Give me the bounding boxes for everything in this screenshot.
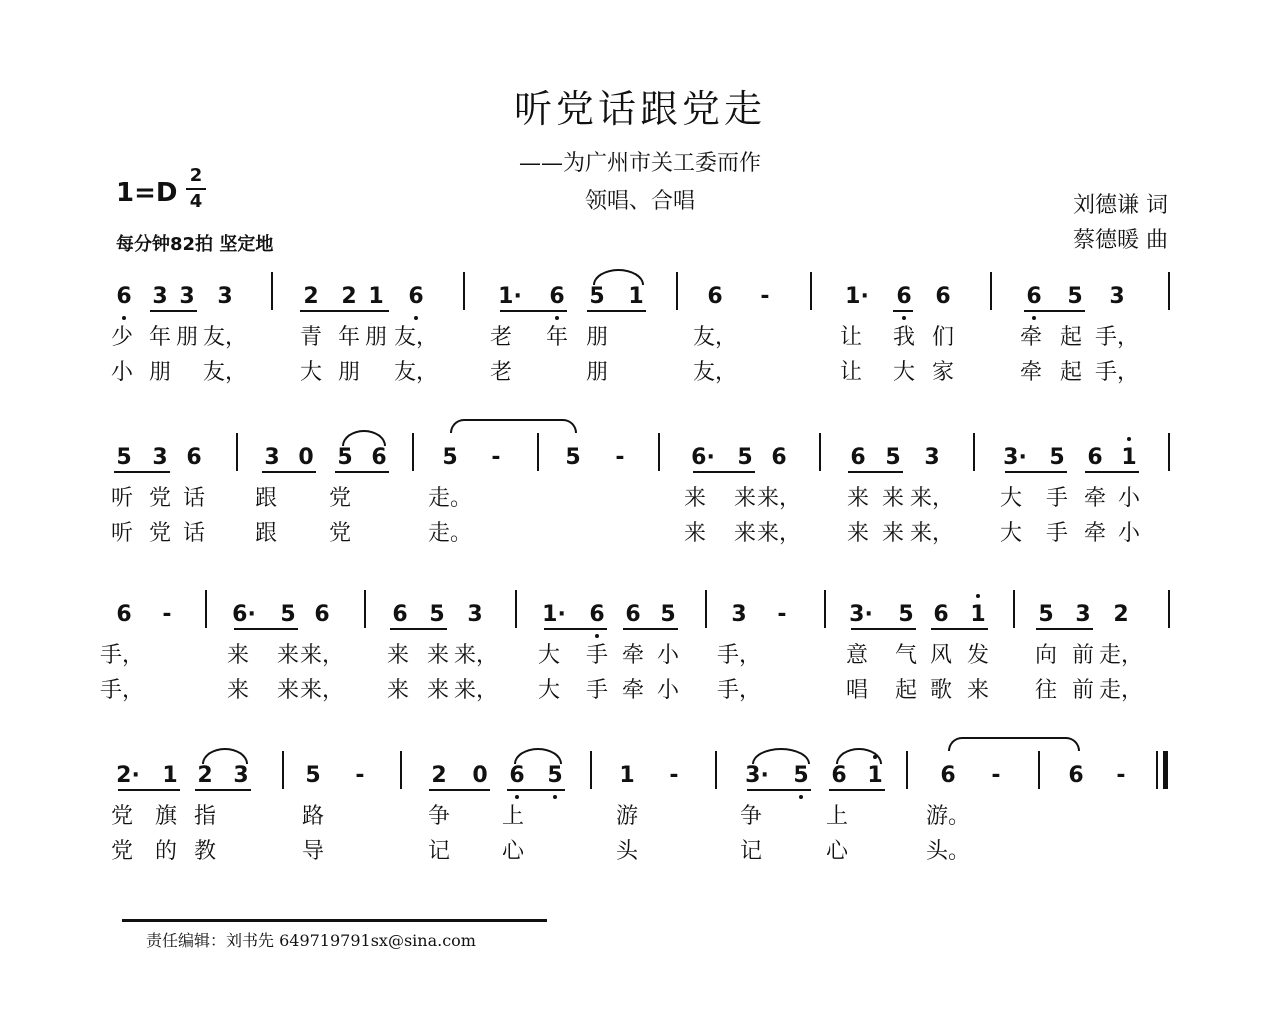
high-octave-dot [1127, 437, 1131, 441]
note: 6 [1087, 445, 1103, 470]
lyric-verse2: 友， [692, 360, 738, 385]
lyric-verse1: 年 [148, 325, 172, 350]
time-signature [186, 166, 206, 212]
beam-underline [335, 471, 389, 473]
note: 3 [233, 763, 249, 788]
lyric-verse2: 导 [301, 839, 325, 864]
note: 6 [850, 445, 866, 470]
barline [973, 433, 975, 471]
beam-underline [262, 471, 316, 473]
note: 2 [431, 763, 447, 788]
lyric-verse1: 朋 [585, 325, 609, 350]
barline [658, 433, 660, 471]
beam-underline [851, 628, 916, 630]
composer-credit: 蔡德暖 曲 [1073, 228, 1168, 253]
lyric-verse2: 友， [202, 360, 248, 385]
lyric-verse1: 来 [733, 486, 757, 511]
lyric-verse2: 小 [656, 678, 680, 703]
note: 6 [935, 284, 951, 309]
lyric-verse2: 走， [1098, 678, 1144, 703]
lyric-verse2: 朋 [148, 360, 172, 385]
note: 5 [565, 445, 581, 470]
lyricist-credit: 刘德谦 词 [1073, 193, 1168, 218]
low-octave-dot [515, 795, 519, 799]
beam-underline [693, 471, 755, 473]
note: 5 [305, 763, 321, 788]
note: 5 [442, 445, 458, 470]
lyric-verse1: 风 [929, 643, 953, 668]
slur-arc [514, 748, 562, 764]
lyric-verse2: 来 [683, 521, 707, 546]
lyric-verse1: 前 [1071, 643, 1095, 668]
lyric-verse1: 来 [881, 486, 905, 511]
lyric-verse2: 心 [501, 839, 525, 864]
beam-underline [1036, 628, 1093, 630]
tie-arc [450, 419, 577, 433]
lyric-verse1: 发 [966, 643, 990, 668]
note: 3 [152, 284, 168, 309]
beam-underline [234, 628, 298, 630]
beam-underline [118, 789, 180, 791]
performance-form: 领唱、合唱 [584, 189, 695, 214]
note: 6 [1068, 763, 1084, 788]
lyric-verse1: 青 [299, 325, 323, 350]
note: 6· [691, 445, 715, 470]
note: 3· [849, 602, 873, 627]
note: 0 [298, 445, 314, 470]
lyric-verse1: 让 [839, 325, 863, 350]
barline [412, 433, 414, 471]
lyric-verse2: 老 [489, 360, 513, 385]
note: 5 [429, 602, 445, 627]
time-signature-bottom: 4 [189, 191, 203, 212]
note: 3 [1075, 602, 1091, 627]
lyric-verse2: 牵 [1083, 521, 1107, 546]
note: - [615, 445, 625, 470]
lyric-verse1: 跟 [254, 486, 278, 511]
barline [676, 272, 678, 310]
beam-underline [829, 789, 885, 791]
note: 6 [408, 284, 424, 309]
lyric-verse1: 来 [683, 486, 707, 511]
note: 3 [264, 445, 280, 470]
note: 3 [179, 284, 195, 309]
lyric-verse1: 手， [1094, 325, 1140, 350]
lyric-verse2: 头 [615, 839, 639, 864]
lyric-verse1: 指 [193, 804, 217, 829]
lyric-verse1: 游。 [925, 804, 971, 829]
lyric-verse1: 大 [537, 643, 561, 668]
lyric-verse2: 党 [328, 521, 352, 546]
lyric-verse2: 大 [892, 360, 916, 385]
note: 3 [152, 445, 168, 470]
lyric-verse2: 大 [999, 521, 1023, 546]
lyric-verse2: 党 [110, 839, 134, 864]
note: 3· [1003, 445, 1027, 470]
note: 5 [337, 445, 353, 470]
note: 6 [831, 763, 847, 788]
lyric-verse2: 的 [154, 839, 178, 864]
note: 5 [1038, 602, 1054, 627]
note: 6 [933, 602, 949, 627]
editor-credit: 责任编辑：刘书先 649719791sx@sina.com [146, 931, 476, 950]
lyric-verse2: 前 [1071, 678, 1095, 703]
lyric-verse1: 起 [1059, 325, 1083, 350]
lyric-verse1: 听 [110, 486, 134, 511]
lyric-verse2: 小 [110, 360, 134, 385]
note: 0 [472, 763, 488, 788]
note: 6 [314, 602, 330, 627]
note: 5 [116, 445, 132, 470]
note: 6 [771, 445, 787, 470]
barline [1013, 590, 1015, 628]
lyric-verse1: 大 [999, 486, 1023, 511]
lyric-verse1: 手 [1045, 486, 1069, 511]
tie-arc [948, 737, 1080, 751]
lyric-verse2: 心 [825, 839, 849, 864]
note: 6 [509, 763, 525, 788]
note: 5 [1067, 284, 1083, 309]
note: 1 [162, 763, 178, 788]
lyric-verse1: 来， [909, 486, 955, 511]
note: - [1116, 763, 1126, 788]
high-octave-dot [976, 594, 980, 598]
time-signature-top: 2 [189, 165, 203, 186]
time-signature-divider [186, 188, 206, 190]
lyric-verse2: 起 [1059, 360, 1083, 385]
lyric-verse1: 年 [545, 325, 569, 350]
low-octave-dot [553, 795, 557, 799]
lyric-verse2: 往 [1034, 678, 1058, 703]
beam-underline [390, 628, 447, 630]
lyric-verse1: 小 [1117, 486, 1141, 511]
beam-underline [587, 310, 646, 312]
lyric-verse2: 大 [299, 360, 323, 385]
final-barline-thick [1163, 751, 1168, 789]
note: - [162, 602, 172, 627]
lyric-verse1: 上 [825, 804, 849, 829]
note: 1 [628, 284, 644, 309]
low-octave-dot [555, 316, 559, 320]
note: 5 [280, 602, 296, 627]
barline [271, 272, 273, 310]
note: 5 [547, 763, 563, 788]
lyric-verse2: 话 [182, 521, 206, 546]
note: 3· [745, 763, 769, 788]
note: 6 [625, 602, 641, 627]
lyric-verse1: 游 [615, 804, 639, 829]
note: 1 [1121, 445, 1137, 470]
note: 3 [217, 284, 233, 309]
lyric-verse1: 向 [1034, 643, 1058, 668]
low-octave-dot [595, 634, 599, 638]
note: 6 [707, 284, 723, 309]
lyric-verse1: 年 [337, 325, 361, 350]
barline [819, 433, 821, 471]
lyric-verse1: 走， [1098, 643, 1144, 668]
note: 5 [898, 602, 914, 627]
note: 1· [845, 284, 869, 309]
barline [282, 751, 284, 789]
lyric-verse2: 跟 [254, 521, 278, 546]
lyric-verse1: 来， [453, 643, 499, 668]
lyric-verse2: 来， [299, 678, 345, 703]
slur-arc [593, 269, 644, 285]
lyric-verse2: 来 [386, 678, 410, 703]
lyric-verse1: 来 [426, 643, 450, 668]
lyric-verse2: 起 [894, 678, 918, 703]
lyric-verse1: 手， [99, 643, 145, 668]
lyric-verse1: 来 [276, 643, 300, 668]
note: 2 [197, 763, 213, 788]
lyric-verse2: 来， [909, 521, 955, 546]
dedication-subtitle: ——为广州市关工委而作 [518, 151, 761, 176]
beam-underline [500, 310, 567, 312]
barline [515, 590, 517, 628]
barline [400, 751, 402, 789]
lyric-verse1: 牵 [1083, 486, 1107, 511]
note: 1 [867, 763, 883, 788]
note: 5 [793, 763, 809, 788]
barline [1038, 751, 1040, 789]
lyric-verse1: 小 [656, 643, 680, 668]
lyric-verse2: 头。 [925, 839, 971, 864]
lyric-verse2: 走。 [427, 521, 473, 546]
lyric-verse1: 来， [299, 643, 345, 668]
lyric-verse2: 来 [846, 521, 870, 546]
song-title: 听党话跟党走 [513, 87, 766, 131]
lyric-verse2: 手， [1094, 360, 1140, 385]
lyric-verse2: 手 [585, 678, 609, 703]
note: 1· [498, 284, 522, 309]
beam-underline [1085, 471, 1139, 473]
beam-underline [114, 471, 170, 473]
slur-arc [752, 748, 810, 764]
lyric-verse2: 牵 [621, 678, 645, 703]
note: 6 [589, 602, 605, 627]
note: 6 [186, 445, 202, 470]
lyric-verse2: 歌 [929, 678, 953, 703]
lyric-verse2: 朋 [585, 360, 609, 385]
low-octave-dot [414, 316, 418, 320]
lyric-verse2: 大 [537, 678, 561, 703]
note: 2· [116, 763, 140, 788]
beam-underline [848, 471, 903, 473]
lyric-verse1: 来， [756, 486, 802, 511]
note: - [777, 602, 787, 627]
lyric-verse1: 牵 [621, 643, 645, 668]
note: 3 [467, 602, 483, 627]
beam-underline [893, 310, 913, 312]
note: - [760, 284, 770, 309]
lyric-verse2: 手， [99, 678, 145, 703]
note: 2 [341, 284, 357, 309]
lyric-verse2: 让 [839, 360, 863, 385]
barline [715, 751, 717, 789]
beam-underline [931, 628, 988, 630]
lyric-verse2: 教 [193, 839, 217, 864]
note: 2 [303, 284, 319, 309]
note: 6 [1026, 284, 1042, 309]
lyric-verse1: 来 [846, 486, 870, 511]
note: 6 [392, 602, 408, 627]
barline [810, 272, 812, 310]
lyric-verse1: 友， [692, 325, 738, 350]
beam-underline [623, 628, 678, 630]
final-barline-thin [1156, 751, 1158, 789]
lyric-verse2: 来， [453, 678, 499, 703]
beam-underline [195, 789, 251, 791]
lyric-verse2: 来 [426, 678, 450, 703]
beam-underline [507, 789, 565, 791]
note: 6 [116, 284, 132, 309]
lyric-verse2: 来 [881, 521, 905, 546]
lyric-verse1: 党 [148, 486, 172, 511]
barline [1168, 590, 1170, 628]
lyric-verse1: 旗 [154, 804, 178, 829]
lyric-verse2: 家 [931, 360, 955, 385]
barline [1168, 433, 1170, 471]
barline [705, 590, 707, 628]
lyric-verse2: 记 [739, 839, 763, 864]
barline [537, 433, 539, 471]
lyric-verse1: 朋 [175, 325, 199, 350]
lyric-verse1: 话 [182, 486, 206, 511]
barline [205, 590, 207, 628]
lyric-verse1: 争 [739, 804, 763, 829]
barline [463, 272, 465, 310]
lyric-verse2: 朋 [337, 360, 361, 385]
beam-underline [429, 789, 490, 791]
note: 6 [549, 284, 565, 309]
note: 5 [660, 602, 676, 627]
note: 1· [542, 602, 566, 627]
lyric-verse2: 小 [1117, 521, 1141, 546]
lyric-verse2: 手， [716, 678, 762, 703]
low-octave-dot [122, 316, 126, 320]
beam-underline [747, 789, 811, 791]
note: 3 [731, 602, 747, 627]
note: 5 [885, 445, 901, 470]
lyric-verse1: 牵 [1019, 325, 1043, 350]
lyric-verse1: 争 [427, 804, 451, 829]
lyric-verse1: 手 [585, 643, 609, 668]
beam-underline [544, 628, 607, 630]
barline [1168, 272, 1170, 310]
beam-underline [150, 310, 197, 312]
lyric-verse2: 手 [1045, 521, 1069, 546]
lyric-verse2: 来 [226, 678, 250, 703]
barline [824, 590, 826, 628]
slur-arc [836, 748, 882, 764]
note: - [491, 445, 501, 470]
note: 6 [940, 763, 956, 788]
lyric-verse2: 来， [756, 521, 802, 546]
note: 5 [1049, 445, 1065, 470]
note: 1 [970, 602, 986, 627]
note: 2 [1113, 602, 1129, 627]
lyric-verse2: 来 [966, 678, 990, 703]
lyric-verse1: 少 [110, 325, 134, 350]
note: 6· [232, 602, 256, 627]
note: 5 [737, 445, 753, 470]
beam-underline [1024, 310, 1085, 312]
lyric-verse2: 牵 [1019, 360, 1043, 385]
lyric-verse1: 来 [226, 643, 250, 668]
lyric-verse1: 我 [892, 325, 916, 350]
lyric-verse2: 唱 [845, 678, 869, 703]
lyric-verse1: 走。 [427, 486, 473, 511]
lyric-verse1: 意 [845, 643, 869, 668]
low-octave-dot [1032, 316, 1036, 320]
lyric-verse2: 来 [276, 678, 300, 703]
barline [236, 433, 238, 471]
lyric-verse2: 友， [393, 360, 439, 385]
barline [906, 751, 908, 789]
note: 6 [116, 602, 132, 627]
lyric-verse1: 们 [931, 325, 955, 350]
lyric-verse1: 路 [301, 804, 325, 829]
lyric-verse1: 友， [393, 325, 439, 350]
low-octave-dot [902, 316, 906, 320]
note: 1 [368, 284, 384, 309]
key-signature: 1=D [116, 178, 178, 208]
note: - [355, 763, 365, 788]
note: 6 [896, 284, 912, 309]
note: 3 [924, 445, 940, 470]
barline [590, 751, 592, 789]
note: 6 [371, 445, 387, 470]
lyric-verse1: 上 [501, 804, 525, 829]
beam-underline [1005, 471, 1067, 473]
lyric-verse1: 气 [894, 643, 918, 668]
lyric-verse2: 记 [427, 839, 451, 864]
footer-rule [122, 919, 547, 922]
note: 3 [1109, 284, 1125, 309]
lyric-verse1: 朋 [364, 325, 388, 350]
note: 5 [589, 284, 605, 309]
lyric-verse2: 来 [733, 521, 757, 546]
barline [990, 272, 992, 310]
lyric-verse1: 党 [328, 486, 352, 511]
beam-underline [300, 310, 389, 312]
lyric-verse2: 党 [148, 521, 172, 546]
lyric-verse1: 手， [716, 643, 762, 668]
lyric-verse1: 来 [386, 643, 410, 668]
note: 1 [619, 763, 635, 788]
lyric-verse1: 友， [202, 325, 248, 350]
slur-arc [202, 748, 248, 764]
lyric-verse2: 听 [110, 521, 134, 546]
lyric-verse1: 老 [489, 325, 513, 350]
note: - [991, 763, 1001, 788]
slur-arc [342, 430, 386, 446]
note: - [669, 763, 679, 788]
barline [364, 590, 366, 628]
lyric-verse1: 党 [110, 804, 134, 829]
low-octave-dot [799, 795, 803, 799]
tempo-marking: 每分钟82拍 坚定地 [116, 234, 274, 255]
